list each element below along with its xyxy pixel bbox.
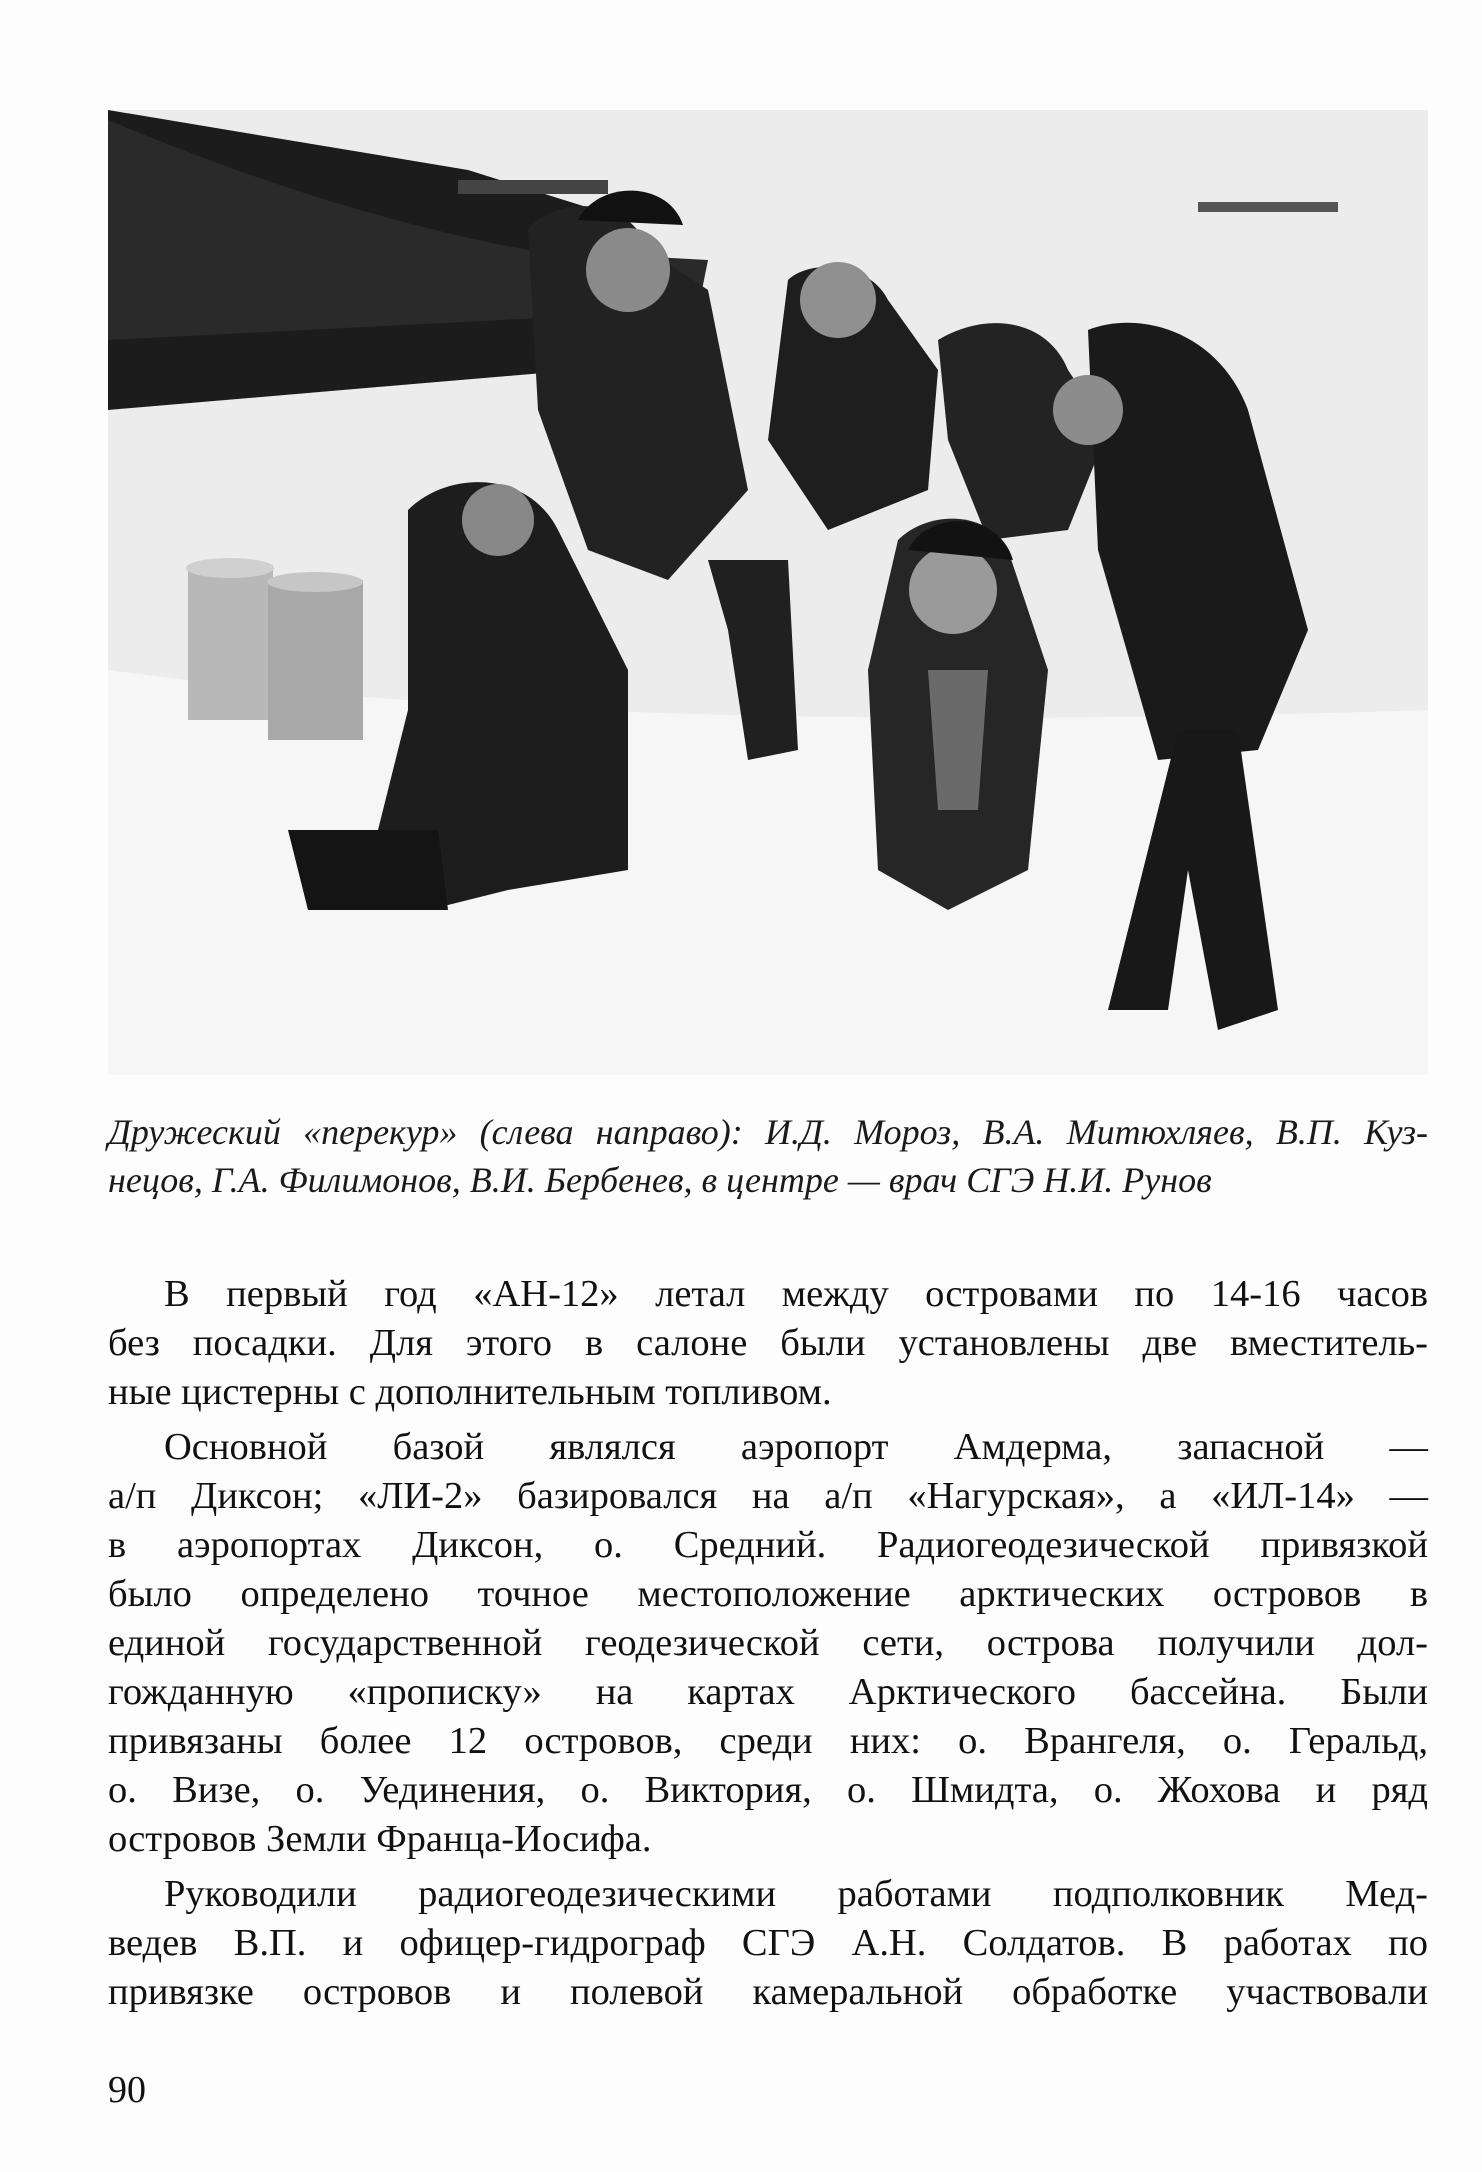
text-line: ведев В.П. и офицер-гидрограф СГЭ А.Н. Солдатов. В работах по — [108, 1922, 1428, 1964]
photo-caption — [108, 1108, 1428, 1204]
caption-line-2: нецов, Г.А. Филимонов, В.И. Бербенев, в центре — врач СГЭ Н.И. Рунов — [108, 1160, 1212, 1200]
paragraph-2 — [108, 1423, 1428, 1864]
paragraph-1 — [108, 1270, 1428, 1417]
text-line: о. Визе, о. Уединения, о. Виктория, о. Шмидта, о. Жохова и ряд — [108, 1769, 1428, 1811]
paragraph-3 — [108, 1870, 1428, 2017]
text-line: В первый год «АН-12» летал между островами по 14-16 часов — [164, 1273, 1428, 1315]
text-line: привязаны более 12 островов, среди них: о. Врангеля, о. Геральд, — [108, 1720, 1428, 1762]
group-photo — [108, 110, 1428, 1075]
text-line: привязке островов и полевой камеральной обработке участвовали — [108, 1971, 1428, 2013]
text-line: ные цистерны с дополнительным топливом. — [108, 1371, 832, 1413]
text-line: Руководили радиогеодезическими работами подполковник Мед- — [164, 1873, 1428, 1915]
text-line: а/п Диксон; «ЛИ-2» базировался на а/п «Нагурская», а «ИЛ-14» — — [108, 1475, 1428, 1517]
text-line: островов Земли Франца-Иосифа. — [108, 1818, 652, 1860]
body-text — [108, 1270, 1428, 2023]
text-line: Основной базой являлся аэропорт Амдерма, запасной — — [164, 1426, 1428, 1468]
photo-icon — [108, 110, 1428, 1075]
text-line: в аэропортах Диксон, о. Средний. Радиогеодезической привязкой — [108, 1524, 1428, 1566]
caption-line-1: Дружеский «перекур» (слева направо): И.Д. Мороз, В.А. Митюхляев, В.П. Куз- — [108, 1112, 1428, 1152]
text-line: гожданную «прописку» на картах Арктического бассейна. Были — [108, 1671, 1428, 1713]
text-line: единой государственной геодезической сети, острова получили дол- — [108, 1622, 1428, 1664]
text-line: без посадки. Для этого в салоне были установлены две вместитель- — [108, 1322, 1428, 1364]
text-line: было определено точное местоположение арктических островов в — [108, 1573, 1428, 1615]
page-number: 90 — [108, 2069, 146, 2111]
